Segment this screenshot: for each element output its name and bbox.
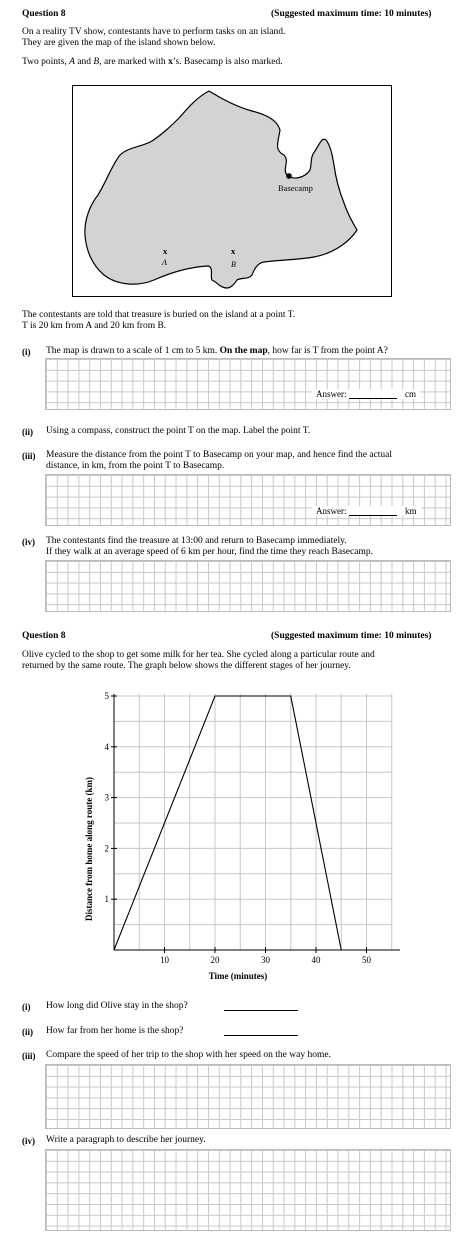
- intro-line: They are given the map of the island shown below.: [22, 38, 216, 48]
- y-axis-label: Distance from home along route (km): [84, 777, 94, 921]
- y-tick-label: 2: [104, 843, 109, 854]
- intro-line: On a reality TV show, contestants have to perform tasks on an island.: [22, 27, 286, 37]
- question-header: Question 8: [22, 9, 66, 19]
- part-text: The contestants find the treasure at 13:00 and return to Basecamp immediately.: [46, 536, 347, 546]
- part-text: Measure the distance from the point T to Basecamp on your map, and hence find the actual: [46, 450, 393, 460]
- told-line: The contestants are told that treasure is buried on the island at a point T.: [22, 310, 296, 320]
- answer-line[interactable]: [224, 1035, 298, 1036]
- point-b-label: B: [231, 260, 236, 269]
- answer-line[interactable]: [224, 1010, 298, 1011]
- part-label: (ii): [22, 427, 33, 437]
- y-tick-label: 5: [104, 691, 109, 701]
- x-tick-label: 10: [160, 955, 169, 965]
- part-label: (i): [22, 1002, 31, 1012]
- answer-grid[interactable]: [45, 474, 451, 526]
- answer-row: [312, 389, 420, 399]
- cross-a: x: [163, 246, 168, 256]
- journey-chart: [75, 685, 400, 990]
- answer-grid[interactable]: [45, 1064, 451, 1129]
- intro-line: Two points, A and B, are marked with x’s. Basecamp is also marked.: [22, 57, 283, 67]
- intro-line: returned by the same route. The graph below shows the different stages of her journey.: [22, 661, 351, 671]
- x-tick-label: 30: [261, 955, 270, 965]
- chart-grid: [114, 693, 392, 950]
- y-tick-label: 3: [104, 792, 109, 803]
- basecamp-dot: [286, 173, 292, 179]
- part-text: Using a compass, construct the point T on the map. Label the point T.: [46, 426, 311, 436]
- part-label: (iii): [22, 1051, 36, 1061]
- answer-label: Answer:: [316, 506, 347, 516]
- x-axis-label: Time (minutes): [208, 971, 268, 981]
- part-text: If they walk at an average speed of 6 km per hour, find the time they reach Basecamp.: [46, 547, 373, 557]
- answer-line: [349, 389, 397, 399]
- part-text: The map is drawn to a scale of 1 cm to 5 km. On the map, how far is T from the point A?: [46, 346, 388, 356]
- chart-ticks: [105, 691, 372, 965]
- question-header: Question 8: [22, 631, 66, 641]
- answer-grid[interactable]: [45, 560, 451, 612]
- suggested-time: (Suggested maximum time: 10 minutes): [271, 9, 432, 19]
- suggested-time: (Suggested maximum time: 10 minutes): [271, 631, 432, 641]
- basecamp-label: Basecamp: [278, 183, 313, 193]
- answer-grid[interactable]: [45, 358, 451, 410]
- y-tick-label: 1: [104, 894, 109, 905]
- part-text: distance, in km, from the point T to Basecamp.: [46, 461, 225, 471]
- intro-line: Olive cycled to the shop to get some milk for her tea. She cycled along a particular route and: [22, 650, 375, 660]
- x-tick-label: 40: [311, 955, 321, 965]
- answer-row: [312, 506, 421, 516]
- answer-unit: km: [405, 506, 417, 516]
- x-tick-label: 50: [362, 955, 371, 965]
- part-text: How long did Olive stay in the shop?: [46, 1001, 188, 1011]
- answer-unit: cm: [405, 389, 416, 399]
- part-text: Write a paragraph to describe her journey.: [46, 1135, 206, 1145]
- told-line: T is 20 km from A and 20 km from B.: [22, 321, 167, 331]
- part-label: (ii): [22, 1027, 33, 1037]
- y-tick-label: 4: [104, 741, 109, 752]
- island-map: [72, 85, 392, 297]
- part-text: Compare the speed of her trip to the shop with her speed on the way home.: [46, 1050, 331, 1060]
- point-a-label: A: [162, 258, 167, 267]
- cross-b: x: [231, 246, 236, 256]
- part-label: (i): [22, 347, 31, 357]
- x-tick-label: 20: [210, 955, 220, 965]
- part-label: (iii): [22, 451, 36, 461]
- part-label: (iv): [22, 537, 35, 547]
- answer-line: [349, 506, 397, 516]
- answer-grid[interactable]: [45, 1149, 451, 1231]
- part-text: How far from her home is the shop?: [46, 1026, 184, 1036]
- part-label: (iv): [22, 1136, 35, 1146]
- answer-label: Answer:: [316, 389, 347, 399]
